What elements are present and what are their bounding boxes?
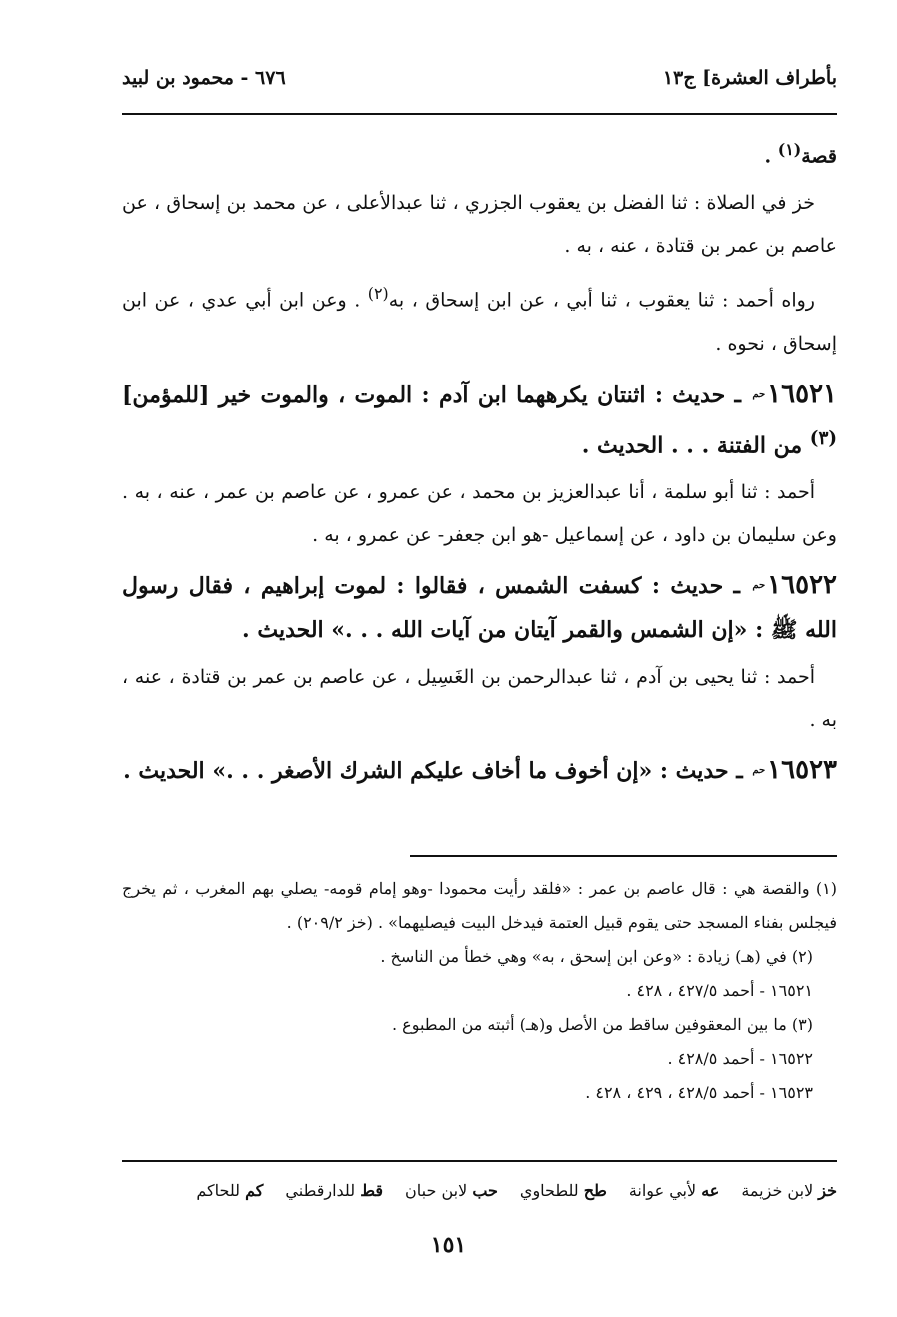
- abbreviation-code: قط: [360, 1180, 384, 1200]
- header-volume-title: بأطراف العشرة] ج١٣: [662, 67, 837, 89]
- footnote-2: (٢) في (هـ) زيادة : «وعن ابن إسحق ، به» وهي خطأ من الناسخ .: [380, 947, 813, 966]
- hadith-16523: [122, 748, 837, 793]
- abbreviation-item: [285, 1181, 383, 1200]
- footnote-2-reference: ١٦٥٢١ - أحمد ٤٢٧/٥ ، ٤٢٨ .: [626, 981, 813, 1000]
- footnote-ref-3: (٣): [809, 427, 837, 449]
- abbreviation-code: حب: [472, 1180, 498, 1200]
- page-number: ١٥١: [430, 1232, 467, 1258]
- abbreviation-code: كم: [245, 1180, 264, 1200]
- paragraph-ahmad-2: أحمد : ثنا أبو سلمة ، أنا عبدالعزيز بن محمد ، عن عمرو ، عن عاصم بن عمر ، عنه ، به . وعن سليمان بن داود ، عن إسماعيل -هو ابن جعفر- عن عمرو ، به .: [122, 480, 837, 546]
- abbreviation-name: للدارقطني: [285, 1180, 356, 1200]
- paragraph-ahmad-1: [122, 272, 837, 365]
- footnote-rule: [410, 855, 837, 857]
- abbreviation-name: لابن حبان: [405, 1180, 468, 1200]
- abbreviation-name: لابن خزيمة: [741, 1180, 814, 1200]
- hadith-16521: [122, 372, 837, 467]
- hadith-text-end: من الفتنة . . . الحديث .: [581, 431, 810, 458]
- source-mark: حم: [752, 388, 766, 400]
- paragraph-ahmad-1-b: . وعن ابن أبي عدي ، عن ابن إسحاق ، نحوه .: [122, 289, 837, 355]
- abbreviation-name: للحاكم: [196, 1180, 241, 1200]
- running-header: [122, 58, 837, 98]
- abbreviation-code: خز: [818, 1180, 837, 1200]
- abbreviations-legend: [122, 1172, 837, 1208]
- header-entry-title: ٦٧٦ - محمود بن لبيد: [122, 67, 286, 89]
- main-text: [122, 128, 837, 797]
- abbreviation-code: عه: [701, 1180, 720, 1200]
- footnote-3-reference-2: ١٦٥٢٣ - أحمد ٤٢٨/٥ ، ٤٢٩ ، ٤٢٨ .: [585, 1083, 813, 1102]
- paragraph-ahmad-1-a: رواه أحمد : ثنا يعقوب ، ثنا أبي ، عن ابن إسحاق ، به: [388, 289, 815, 312]
- abbreviations-rule: [122, 1160, 837, 1162]
- footnote-3: (٣) ما بين المعقوفين ساقط من الأصل و(هـ) أثبته من المطبوع .: [391, 1015, 813, 1034]
- footnote-3-reference-1: ١٦٥٢٢ - أحمد ٤٢٨/٥ .: [667, 1049, 813, 1068]
- hadith-text: ـ حديث : اثنتان يكرههما ابن آدم : الموت ، والموت خير [للمؤمن]: [122, 381, 751, 408]
- hadith-number: ١٦٥٢٢: [767, 569, 837, 600]
- header-rule: [122, 113, 837, 115]
- paragraph-ahmad-3: أحمد : ثنا يحيى بن آدم ، ثنا عبدالرحمن بن الغَسِيل ، عن عاصم بن عمر بن قتادة ، عنه ، به .: [122, 665, 837, 731]
- story-line: [122, 128, 837, 178]
- footnote-ref-2: (٢): [367, 284, 389, 304]
- abbreviation-item: [520, 1181, 607, 1200]
- hadith-16522: [122, 563, 837, 652]
- abbreviation-name: لأبي عوانة: [628, 1180, 697, 1200]
- story-word: قصة: [801, 145, 837, 168]
- footnotes: [122, 872, 837, 1110]
- story-end: .: [764, 145, 778, 168]
- abbreviation-name: للطحاوي: [519, 1180, 579, 1200]
- hadith-number: ١٦٥٢١: [767, 378, 837, 409]
- paragraph-khuz: خز في الصلاة : ثنا الفضل بن يعقوب الجزري ، ثنا عبدالأعلى ، عن محمد بن إسحاق ، عن عاصم بن عمر بن قتادة ، عنه ، به .: [122, 192, 837, 258]
- abbreviation-code: طح: [583, 1180, 607, 1200]
- abbreviation-item: [405, 1181, 498, 1200]
- abbreviation-item: [629, 1181, 720, 1200]
- hadith-text: ـ حديث : كسفت الشمس ، فقالوا : لموت إبراهيم ، فقال رسول الله ﷺ : «إن الشمس والقمر آيتان من آيات الله . . .» الحديث .: [122, 572, 837, 643]
- source-mark: حم: [752, 579, 766, 591]
- abbreviation-item: [196, 1181, 263, 1200]
- source-mark: حم: [752, 764, 766, 776]
- footnote-1: (١) والقصة هي : قال عاصم بن عمر : «فلقد رأيت محمودا -وهو إمام قومه- يصلي بهم المغرب ، ثم يخرج فيجلس بفناء المسجد حتى يقوم قبيل العتمة فيدخل البيت فيصليهما» . (خز ٢٠٩/٢) .: [122, 879, 837, 932]
- hadith-text: ـ حديث : «إن أخوف ما أخاف عليكم الشرك الأصغر . . .» الحديث .: [123, 757, 751, 784]
- abbreviation-item: [741, 1181, 837, 1200]
- hadith-number: ١٦٥٢٣: [767, 754, 837, 785]
- footnote-ref-1: (١): [777, 140, 802, 159]
